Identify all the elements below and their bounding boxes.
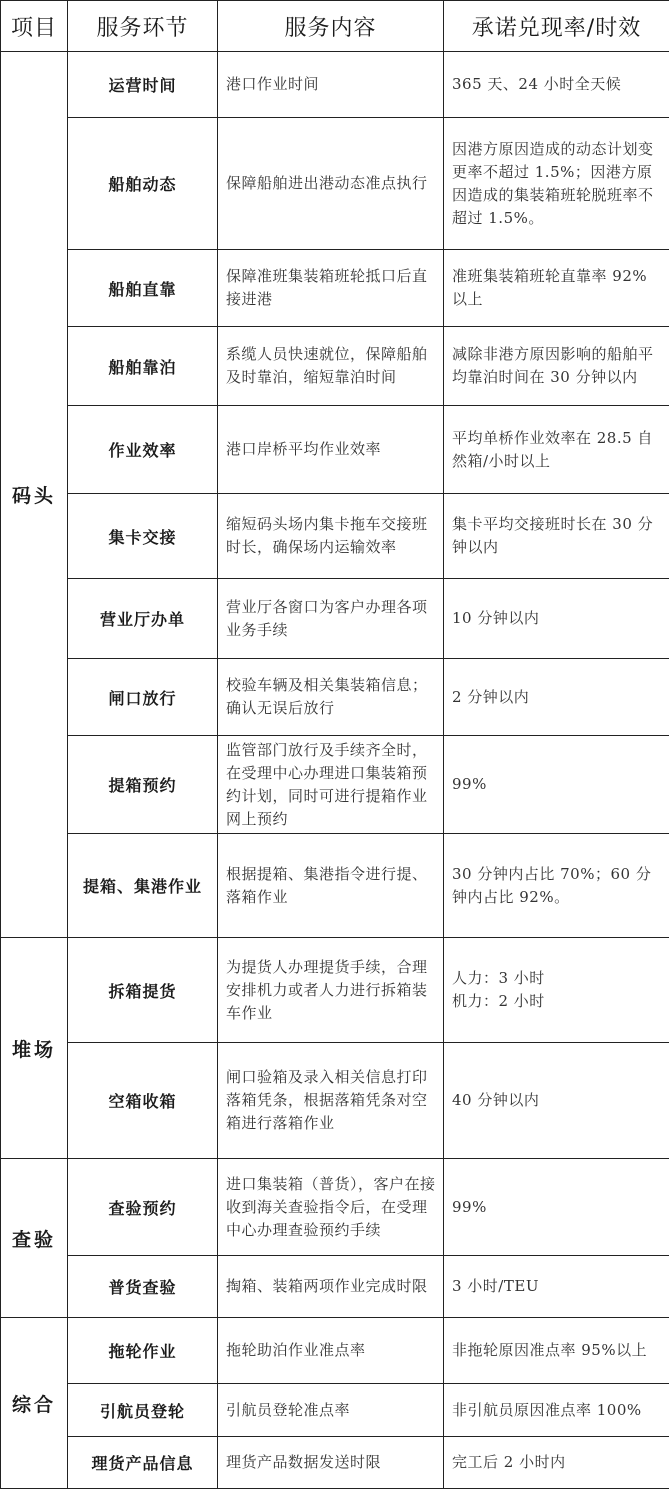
service-content-cell: 校验车辆及相关集装箱信息；确认无误后放行 (218, 659, 444, 736)
table-row (1, 1159, 669, 1256)
table-body (1, 52, 669, 1489)
service-step-cell: 拖轮作业 (68, 1318, 218, 1384)
service-content-cell: 为提货人办理提货手续，合理安排机力或者人力进行拆箱装车作业 (218, 938, 444, 1043)
service-step-cell: 引航员登轮 (68, 1384, 218, 1437)
service-content-cell: 进口集装箱（普货），客户在接收到海关查验指令后，在受理中心办理查验预约手续 (218, 1159, 444, 1256)
service-step-cell: 理货产品信息 (68, 1437, 218, 1489)
promise-cell: 30 分钟内占比 70%；60 分钟内占比 92%。 (444, 834, 669, 938)
service-step-cell: 船舶靠泊 (68, 327, 218, 406)
table-row (1, 1437, 669, 1489)
promise-cell: 3 小时/TEU (444, 1256, 669, 1318)
header-promise: 承诺兑现率/时效 (444, 1, 669, 52)
service-step-cell: 运营时间 (68, 52, 218, 118)
header-service-link: 服务环节 (68, 1, 218, 52)
table-row (1, 118, 669, 250)
promise-cell: 减除非港方原因影响的船舶平均靠泊时间在 30 分钟以内 (444, 327, 669, 406)
service-content-cell: 根据提箱、集港指令进行提、落箱作业 (218, 834, 444, 938)
category-cell: 综合 (1, 1318, 68, 1489)
service-step-cell: 查验预约 (68, 1159, 218, 1256)
service-content-cell: 缩短码头场内集卡拖车交接班时长，确保场内运输效率 (218, 494, 444, 579)
service-content-cell: 系缆人员快速就位，保障船舶及时靠泊，缩短靠泊时间 (218, 327, 444, 406)
table-row (1, 52, 669, 118)
table-row (1, 1318, 669, 1384)
service-step-cell: 营业厅办单 (68, 579, 218, 659)
header-row (1, 1, 669, 52)
promise-cell: 10 分钟以内 (444, 579, 669, 659)
promise-cell: 365 天、24 小时全天候 (444, 52, 669, 118)
service-step-cell: 提箱预约 (68, 736, 218, 834)
promise-cell: 平均单桥作业效率在 28.5 自然箱/小时以上 (444, 406, 669, 494)
promise-cell: 2 分钟以内 (444, 659, 669, 736)
table-row (1, 579, 669, 659)
promise-cell: 非引航员原因准点率 100% (444, 1384, 669, 1437)
service-content-cell: 掏箱、装箱两项作业完成时限 (218, 1256, 444, 1318)
table-row (1, 659, 669, 736)
promise-cell: 准班集装箱班轮直靠率 92%以上 (444, 250, 669, 327)
service-step-cell: 拆箱提货 (68, 938, 218, 1043)
table-row (1, 938, 669, 1043)
promise-cell: 99% (444, 1159, 669, 1256)
service-content-cell: 保障船舶进出港动态准点执行 (218, 118, 444, 250)
promise-cell: 人力：3 小时 机力：2 小时 (444, 938, 669, 1043)
service-content-cell: 营业厅各窗口为客户办理各项业务手续 (218, 579, 444, 659)
service-content-cell: 保障准班集装箱班轮抵口后直接进港 (218, 250, 444, 327)
table-row (1, 494, 669, 579)
service-step-cell: 提箱、集港作业 (68, 834, 218, 938)
category-cell: 堆场 (1, 938, 68, 1159)
table-row (1, 736, 669, 834)
service-step-cell: 集卡交接 (68, 494, 218, 579)
promise-cell: 因港方原因造成的动态计划变更率不超过 1.5%；因港方原因造成的集装箱班轮脱班率不超过 1.5%。 (444, 118, 669, 250)
service-step-cell: 闸口放行 (68, 659, 218, 736)
service-content-cell: 监管部门放行及手续齐全时，在受理中心办理进口集装箱预约计划，同时可进行提箱作业网上预约 (218, 736, 444, 834)
promise-cell: 非拖轮原因准点率 95%以上 (444, 1318, 669, 1384)
category-cell: 查验 (1, 1159, 68, 1318)
table-row (1, 327, 669, 406)
promise-cell: 完工后 2 小时内 (444, 1437, 669, 1489)
header-project: 项目 (1, 1, 68, 52)
table-row (1, 250, 669, 327)
service-step-cell: 船舶动态 (68, 118, 218, 250)
promise-cell: 99% (444, 736, 669, 834)
service-step-cell: 空箱收箱 (68, 1043, 218, 1159)
service-content-cell: 拖轮助泊作业准点率 (218, 1318, 444, 1384)
table-row (1, 834, 669, 938)
table-row (1, 1043, 669, 1159)
table-row (1, 1256, 669, 1318)
service-content-cell: 港口岸桥平均作业效率 (218, 406, 444, 494)
promise-cell: 集卡平均交接班时长在 30 分钟以内 (444, 494, 669, 579)
category-cell: 码头 (1, 52, 68, 938)
service-step-cell: 船舶直靠 (68, 250, 218, 327)
service-content-cell: 港口作业时间 (218, 52, 444, 118)
service-content-cell: 引航员登轮准点率 (218, 1384, 444, 1437)
service-step-cell: 普货查验 (68, 1256, 218, 1318)
header-service-content: 服务内容 (218, 1, 444, 52)
table-row (1, 406, 669, 494)
service-step-cell: 作业效率 (68, 406, 218, 494)
promise-cell: 40 分钟以内 (444, 1043, 669, 1159)
service-content-cell: 闸口验箱及录入相关信息打印落箱凭条，根据落箱凭条对空箱进行落箱作业 (218, 1043, 444, 1159)
table-row (1, 1384, 669, 1437)
service-content-cell: 理货产品数据发送时限 (218, 1437, 444, 1489)
